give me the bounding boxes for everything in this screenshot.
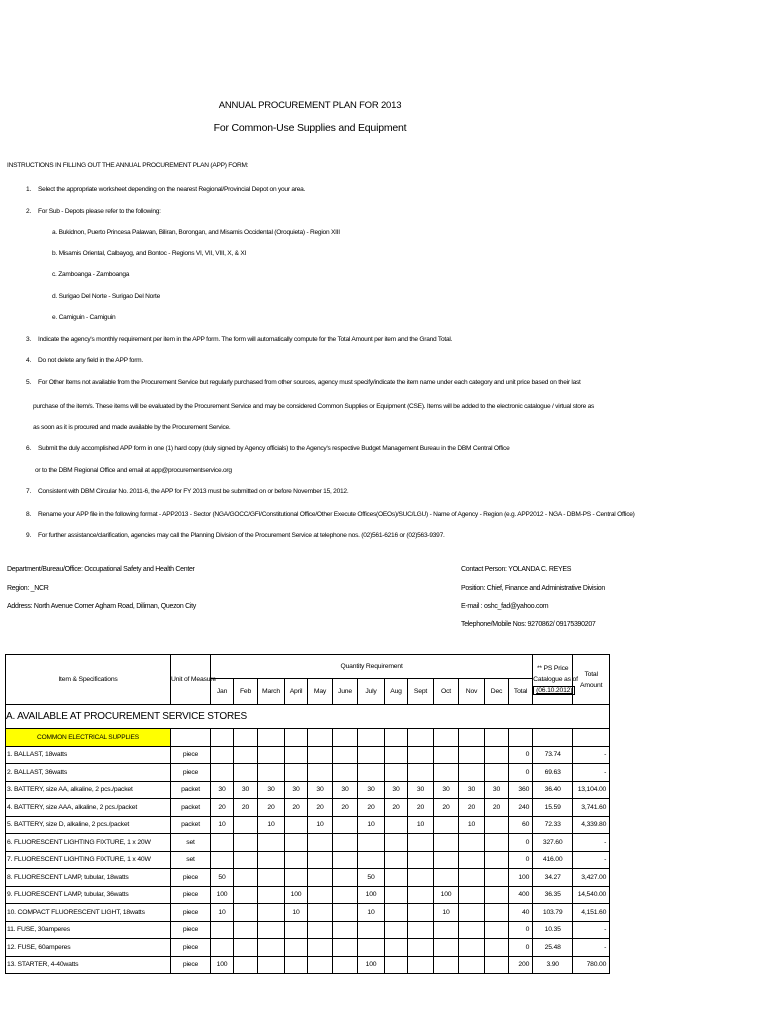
month-qty-cell[interactable] xyxy=(408,834,434,852)
month-qty-cell[interactable] xyxy=(408,869,434,887)
month-qty-cell[interactable] xyxy=(459,746,485,764)
month-qty-cell[interactable] xyxy=(234,764,258,782)
position-field: Position: Chief, Finance and Administrative Division xyxy=(461,585,605,592)
item-name-cell[interactable]: 5. BATTERY, size D, alkaline, 2 pcs./packet xyxy=(6,816,171,834)
qty-total-cell[interactable]: 0 xyxy=(509,939,533,957)
telephone-field: Telephone/Mobile Nos: 9270862/ 09175390207 xyxy=(461,621,596,628)
quantity-header: Quantity Requirement xyxy=(211,655,533,679)
month-qty-cell[interactable] xyxy=(358,746,385,764)
instruction-number: 2. xyxy=(26,208,32,215)
month-qty-cell[interactable] xyxy=(308,746,333,764)
month-qty-cell[interactable] xyxy=(308,886,333,904)
month-qty-cell[interactable] xyxy=(434,869,459,887)
instruction-number: 7. xyxy=(26,488,32,495)
amount-cell[interactable]: 4,339.80 xyxy=(573,816,610,834)
month-qty-cell[interactable] xyxy=(285,746,308,764)
unit-cell[interactable]: piece xyxy=(171,921,211,939)
month-qty-cell[interactable] xyxy=(385,851,408,869)
month-qty-cell[interactable] xyxy=(434,746,459,764)
month-qty-cell[interactable] xyxy=(485,939,509,957)
table-row xyxy=(6,869,610,887)
month-header: Oct xyxy=(434,679,459,705)
month-qty-cell[interactable] xyxy=(234,921,258,939)
unit-cell[interactable]: set xyxy=(171,834,211,852)
month-qty-cell[interactable] xyxy=(385,904,408,922)
month-qty-cell[interactable] xyxy=(434,921,459,939)
month-qty-cell[interactable]: 10 xyxy=(459,816,485,834)
instruction-number: 9. xyxy=(26,532,32,539)
month-qty-cell[interactable] xyxy=(234,869,258,887)
month-qty-cell[interactable]: 10 xyxy=(408,816,434,834)
price-cell[interactable]: 34.27 xyxy=(533,869,573,887)
amount-cell[interactable]: 3,741.60 xyxy=(573,799,610,817)
table-row xyxy=(6,746,610,764)
month-qty-cell[interactable] xyxy=(485,869,509,887)
table-row xyxy=(6,921,610,939)
instruction-text: b. Misamis Oriental, Calbayog, and Bontoc - Regions VI, VII, VIII, X, & XI xyxy=(52,250,247,257)
month-qty-cell[interactable] xyxy=(485,921,509,939)
month-header: Feb xyxy=(234,679,258,705)
month-qty-cell[interactable]: 20 xyxy=(434,799,459,817)
month-qty-cell[interactable] xyxy=(358,851,385,869)
unit-cell[interactable]: piece xyxy=(171,869,211,887)
month-qty-cell[interactable]: 30 xyxy=(485,781,509,799)
month-qty-cell[interactable] xyxy=(408,764,434,782)
month-qty-cell[interactable] xyxy=(234,939,258,957)
month-qty-cell[interactable] xyxy=(408,851,434,869)
month-qty-cell[interactable] xyxy=(308,834,333,852)
instruction-text: For further assistance/clarification, agencies may call the Planning Division of the Procurement Service at telephone nos. (02)561-6216 or (02)563-9397. xyxy=(38,532,445,539)
month-qty-cell[interactable]: 10 xyxy=(308,816,333,834)
unit-cell[interactable]: packet xyxy=(171,799,211,817)
item-name-cell[interactable]: 4. BATTERY, size AAA, alkaline, 2 pcs./packet xyxy=(6,799,171,817)
month-qty-cell[interactable]: 20 xyxy=(485,799,509,817)
month-qty-cell[interactable] xyxy=(408,956,434,974)
month-qty-cell[interactable] xyxy=(408,939,434,957)
instruction-text: or to the DBM Regional Office and email at app@procurementservice.org xyxy=(35,467,232,474)
month-qty-cell[interactable] xyxy=(258,851,285,869)
month-qty-cell[interactable] xyxy=(285,764,308,782)
price-header-line1: ** PS Price xyxy=(536,665,569,672)
qty-total-cell[interactable]: 360 xyxy=(509,781,533,799)
month-qty-cell[interactable] xyxy=(358,921,385,939)
month-qty-cell[interactable] xyxy=(333,834,358,852)
region-field: Region: _NCR xyxy=(7,585,49,592)
month-qty-cell[interactable]: 10 xyxy=(285,904,308,922)
item-name-cell[interactable]: 6. FLUORESCENT LIGHTING FIXTURE, 1 x 20W xyxy=(6,834,171,852)
month-qty-cell[interactable]: 20 xyxy=(258,799,285,817)
month-qty-cell[interactable] xyxy=(308,956,333,974)
price-cell[interactable]: 327.60 xyxy=(533,834,573,852)
month-qty-cell[interactable] xyxy=(434,956,459,974)
month-qty-cell[interactable] xyxy=(258,939,285,957)
month-qty-cell[interactable]: 10 xyxy=(358,904,385,922)
month-qty-cell[interactable]: 20 xyxy=(333,799,358,817)
table-row xyxy=(6,851,610,869)
email-field: E-mail : oshc_fad@yahoo.com xyxy=(461,603,549,610)
month-qty-cell[interactable] xyxy=(308,869,333,887)
unit-cell[interactable]: piece xyxy=(171,886,211,904)
month-header: Total xyxy=(509,679,533,705)
month-qty-cell[interactable] xyxy=(333,764,358,782)
item-name-cell[interactable]: 12. FUSE, 60amperes xyxy=(6,939,171,957)
month-qty-cell[interactable] xyxy=(434,834,459,852)
item-name-cell[interactable]: 10. COMPACT FLUORESCENT LIGHT, 18watts xyxy=(6,904,171,922)
month-qty-cell[interactable] xyxy=(434,816,459,834)
month-qty-cell[interactable]: 20 xyxy=(358,799,385,817)
page-title: ANNUAL PROCUREMENT PLAN FOR 2013 xyxy=(218,100,402,111)
price-cell[interactable]: 103.79 xyxy=(533,904,573,922)
qty-total-cell[interactable]: 0 xyxy=(509,921,533,939)
total-amount-line1: Total xyxy=(584,670,598,678)
amount-cell[interactable]: - xyxy=(573,939,610,957)
unit-header: Unit of Measure xyxy=(171,655,211,705)
table-row xyxy=(6,939,610,957)
month-qty-cell[interactable]: 50 xyxy=(358,869,385,887)
qty-total-cell[interactable]: 40 xyxy=(509,904,533,922)
qty-total-cell[interactable]: 100 xyxy=(509,869,533,887)
instruction-text: For Other Items not available from the Procurement Service but regularly purchased from other sources, agency must specify/indicate the item name under each category and unit price based on their last xyxy=(38,379,581,386)
month-qty-cell[interactable] xyxy=(385,939,408,957)
month-qty-cell[interactable]: 30 xyxy=(211,781,234,799)
month-qty-cell[interactable]: 30 xyxy=(385,781,408,799)
month-qty-cell[interactable]: 30 xyxy=(333,781,358,799)
month-qty-cell[interactable] xyxy=(308,764,333,782)
month-qty-cell[interactable] xyxy=(459,904,485,922)
month-qty-cell[interactable] xyxy=(234,904,258,922)
month-header: Nov xyxy=(459,679,485,705)
instruction-text: d. Surigao Del Norte - Surigao Del Norte xyxy=(52,293,161,300)
month-qty-cell[interactable]: 20 xyxy=(408,799,434,817)
month-qty-cell[interactable] xyxy=(385,956,408,974)
month-header: March xyxy=(258,679,285,705)
item-name-cell[interactable]: 11. FUSE, 30amperes xyxy=(6,921,171,939)
month-qty-cell[interactable]: 100 xyxy=(434,886,459,904)
item-name-cell[interactable]: 1. BALLAST, 18watts xyxy=(6,746,171,764)
instruction-text: as soon as it is procured and made available by the Procurement Service. xyxy=(33,424,231,431)
month-qty-cell[interactable] xyxy=(485,746,509,764)
month-qty-cell[interactable] xyxy=(333,904,358,922)
month-qty-cell[interactable] xyxy=(308,921,333,939)
instruction-text: c. Zamboanga - Zamboanga xyxy=(52,271,130,278)
month-qty-cell[interactable] xyxy=(285,816,308,834)
month-qty-cell[interactable] xyxy=(234,886,258,904)
instruction-number: 6. xyxy=(26,445,32,452)
month-qty-cell[interactable] xyxy=(485,834,509,852)
month-qty-cell[interactable] xyxy=(385,746,408,764)
month-qty-cell[interactable]: 30 xyxy=(408,781,434,799)
month-qty-cell[interactable] xyxy=(485,764,509,782)
month-qty-cell[interactable] xyxy=(434,939,459,957)
table-row xyxy=(6,904,610,922)
month-qty-cell[interactable]: 30 xyxy=(358,781,385,799)
month-qty-cell[interactable]: 20 xyxy=(211,799,234,817)
table-row xyxy=(6,834,610,852)
month-header: Aug xyxy=(385,679,408,705)
price-cell[interactable]: 72.33 xyxy=(533,816,573,834)
item-name-cell[interactable]: 9. FLUORESCENT LAMP, tubular, 36watts xyxy=(6,886,171,904)
month-qty-cell[interactable] xyxy=(485,956,509,974)
month-qty-cell[interactable]: 10 xyxy=(434,904,459,922)
month-qty-cell[interactable] xyxy=(459,764,485,782)
unit-cell[interactable]: piece xyxy=(171,904,211,922)
price-cell[interactable]: 69.63 xyxy=(533,764,573,782)
section-a-heading: A. AVAILABLE AT PROCUREMENT SERVICE STORES xyxy=(6,705,610,729)
month-qty-cell[interactable] xyxy=(211,764,234,782)
item-name-cell[interactable]: 2. BALLAST, 36watts xyxy=(6,764,171,782)
month-qty-cell[interactable]: 100 xyxy=(285,886,308,904)
item-name-cell[interactable]: 8. FLUORESCENT LAMP, tubular, 18watts xyxy=(6,869,171,887)
month-qty-cell[interactable] xyxy=(234,746,258,764)
unit-cell[interactable]: piece xyxy=(171,939,211,957)
instruction-text: Select the appropriate worksheet depending on the nearest Regional/Provincial Depot on your area. xyxy=(38,186,306,193)
qty-total-cell[interactable]: 240 xyxy=(509,799,533,817)
price-header-line2: Catalogue as of xyxy=(533,676,578,683)
amount-cell[interactable]: 13,104.00 xyxy=(573,781,610,799)
month-qty-cell[interactable]: 30 xyxy=(285,781,308,799)
instruction-text: purchase of the item/s. These items will be evaluated by the Procurement Service and may be considered Common Supplies or Equipment (CSE). Items will be added to the electronic catalogue / virtual store as xyxy=(33,403,595,410)
month-qty-cell[interactable] xyxy=(211,834,234,852)
month-qty-cell[interactable] xyxy=(408,746,434,764)
month-qty-cell[interactable] xyxy=(285,834,308,852)
month-qty-cell[interactable] xyxy=(234,816,258,834)
total-amount-header xyxy=(573,655,610,705)
month-qty-cell[interactable] xyxy=(234,851,258,869)
amount-cell[interactable]: 14,540.00 xyxy=(573,886,610,904)
qty-total-cell[interactable]: 0 xyxy=(509,764,533,782)
instruction-text: Consistent with DBM Circular No. 2011-6, the APP for FY 2013 must be submitted on or before November 15, 2012. xyxy=(38,488,349,495)
month-qty-cell[interactable] xyxy=(211,939,234,957)
month-qty-cell[interactable] xyxy=(333,886,358,904)
table-row xyxy=(6,799,610,817)
month-qty-cell[interactable] xyxy=(258,921,285,939)
price-cell[interactable]: 3.90 xyxy=(533,956,573,974)
month-qty-cell[interactable] xyxy=(258,904,285,922)
month-qty-cell[interactable] xyxy=(358,939,385,957)
month-qty-cell[interactable]: 30 xyxy=(434,781,459,799)
amount-cell[interactable]: - xyxy=(573,851,610,869)
table-row xyxy=(6,764,610,782)
month-qty-cell[interactable]: 20 xyxy=(285,799,308,817)
month-qty-cell[interactable] xyxy=(385,869,408,887)
price-cell[interactable]: 36.35 xyxy=(533,886,573,904)
instruction-text: a. Bukidnon, Puerto Princesa Palawan, Biliran, Borongan, and Misamis Occidental (Oroquieta) - Region XIII xyxy=(52,229,340,236)
month-qty-cell[interactable]: 30 xyxy=(459,781,485,799)
month-qty-cell[interactable] xyxy=(408,886,434,904)
page-subtitle: For Common-Use Supplies and Equipment xyxy=(213,122,407,134)
amount-cell[interactable]: 4,151.60 xyxy=(573,904,610,922)
qty-total-cell[interactable]: 200 xyxy=(509,956,533,974)
instruction-number: 5. xyxy=(26,379,32,386)
month-qty-cell[interactable] xyxy=(258,764,285,782)
item-spec-header: Item & Specifications xyxy=(6,655,171,705)
unit-cell[interactable]: packet xyxy=(171,781,211,799)
month-header: April xyxy=(285,679,308,705)
category-label: COMMON ELECTRICAL SUPPLIES xyxy=(6,729,171,747)
month-qty-cell[interactable] xyxy=(333,746,358,764)
amount-cell[interactable]: - xyxy=(573,746,610,764)
price-cell[interactable]: 25.48 xyxy=(533,939,573,957)
month-qty-cell[interactable] xyxy=(234,956,258,974)
month-qty-cell[interactable] xyxy=(459,869,485,887)
month-qty-cell[interactable]: 50 xyxy=(211,869,234,887)
month-header: June xyxy=(333,679,358,705)
table-row xyxy=(6,781,610,799)
procurement-table xyxy=(5,654,610,974)
table-row xyxy=(6,956,610,974)
instruction-text: Do not delete any field in the APP form. xyxy=(38,357,143,364)
month-qty-cell[interactable] xyxy=(358,834,385,852)
month-header: May xyxy=(308,679,333,705)
unit-cell[interactable]: piece xyxy=(171,764,211,782)
department-field: Department/Bureau/Office: Occupational Safety and Health Center xyxy=(7,566,195,573)
qty-total-cell[interactable]: 0 xyxy=(509,851,533,869)
month-qty-cell[interactable] xyxy=(308,939,333,957)
month-qty-cell[interactable]: 20 xyxy=(234,799,258,817)
instruction-text: Submit the duly accomplished APP form in one (1) hard copy (duly signed by Agency officials) to the Agency's respective Budget Management Bureau in the DBM Central Office xyxy=(38,445,510,452)
unit-cell[interactable]: piece xyxy=(171,746,211,764)
month-header: Dec xyxy=(485,679,509,705)
month-qty-cell[interactable] xyxy=(459,886,485,904)
month-qty-cell[interactable] xyxy=(333,956,358,974)
month-qty-cell[interactable] xyxy=(333,869,358,887)
price-header xyxy=(533,655,578,705)
instruction-text: For Sub - Depots please refer to the following: xyxy=(38,208,161,215)
month-qty-cell[interactable]: 100 xyxy=(358,956,385,974)
instruction-number: 8. xyxy=(26,511,32,518)
month-qty-cell[interactable] xyxy=(285,939,308,957)
month-qty-cell[interactable]: 10 xyxy=(258,816,285,834)
unit-cell[interactable]: piece xyxy=(171,956,211,974)
month-qty-cell[interactable] xyxy=(308,904,333,922)
amount-cell[interactable]: 780.00 xyxy=(573,956,610,974)
month-qty-cell[interactable]: 100 xyxy=(211,956,234,974)
month-qty-cell[interactable] xyxy=(408,921,434,939)
month-qty-cell[interactable] xyxy=(333,921,358,939)
qty-total-cell[interactable]: 0 xyxy=(509,746,533,764)
month-qty-cell[interactable]: 10 xyxy=(211,904,234,922)
amount-cell[interactable]: - xyxy=(573,834,610,852)
month-qty-cell[interactable]: 100 xyxy=(358,886,385,904)
item-name-cell[interactable]: 7. FLUORESCENT LIGHTING FIXTURE, 1 x 40W xyxy=(6,851,171,869)
month-qty-cell[interactable]: 10 xyxy=(211,816,234,834)
price-cell[interactable]: 73.74 xyxy=(533,746,573,764)
item-name-cell[interactable]: 3. BATTERY, size AA, alkaline, 2 pcs./packet xyxy=(6,781,171,799)
month-qty-cell[interactable] xyxy=(408,904,434,922)
instruction-number: 4. xyxy=(26,357,32,364)
price-date: (06.10.2012) xyxy=(533,686,575,695)
month-qty-cell[interactable] xyxy=(258,834,285,852)
month-qty-cell[interactable]: 100 xyxy=(211,886,234,904)
month-qty-cell[interactable]: 30 xyxy=(258,781,285,799)
month-qty-cell[interactable]: 20 xyxy=(459,799,485,817)
qty-total-cell[interactable]: 0 xyxy=(509,834,533,852)
month-header: Jan xyxy=(211,679,234,705)
month-qty-cell[interactable] xyxy=(258,886,285,904)
price-cell[interactable]: 10.35 xyxy=(533,921,573,939)
month-qty-cell[interactable] xyxy=(358,764,385,782)
price-cell[interactable]: 15.59 xyxy=(533,799,573,817)
amount-cell[interactable]: 3,427.00 xyxy=(573,869,610,887)
table-row xyxy=(6,816,610,834)
month-qty-cell[interactable]: 30 xyxy=(308,781,333,799)
amount-cell[interactable]: - xyxy=(573,921,610,939)
month-qty-cell[interactable] xyxy=(285,869,308,887)
qty-total-cell[interactable]: 400 xyxy=(509,886,533,904)
month-qty-cell[interactable] xyxy=(434,851,459,869)
month-qty-cell[interactable]: 20 xyxy=(308,799,333,817)
month-qty-cell[interactable] xyxy=(385,764,408,782)
month-qty-cell[interactable] xyxy=(234,834,258,852)
month-qty-cell[interactable] xyxy=(258,746,285,764)
instruction-text: e. Camiguin - Camiguin xyxy=(52,314,116,321)
item-name-cell[interactable]: 13. STARTER, 4-40watts xyxy=(6,956,171,974)
month-qty-cell[interactable] xyxy=(333,816,358,834)
unit-cell[interactable]: set xyxy=(171,851,211,869)
month-qty-cell[interactable] xyxy=(258,956,285,974)
table-row xyxy=(6,886,610,904)
month-qty-cell[interactable] xyxy=(459,939,485,957)
month-qty-cell[interactable] xyxy=(459,834,485,852)
month-qty-cell[interactable] xyxy=(385,886,408,904)
address-field: Address: North Avenue Corner Agham Road, Diliman, Quezon City xyxy=(7,603,196,610)
instruction-number: 1. xyxy=(26,186,32,193)
month-qty-cell[interactable] xyxy=(308,851,333,869)
month-qty-cell[interactable] xyxy=(459,921,485,939)
month-qty-cell[interactable] xyxy=(211,851,234,869)
month-qty-cell[interactable] xyxy=(385,834,408,852)
month-qty-cell[interactable] xyxy=(211,921,234,939)
month-qty-cell[interactable] xyxy=(285,921,308,939)
price-cell[interactable]: 36.40 xyxy=(533,781,573,799)
month-qty-cell[interactable] xyxy=(385,816,408,834)
month-qty-cell[interactable] xyxy=(333,939,358,957)
instruction-text: Rename your APP file in the following format - APP2013 - Sector (NGA/GOCC/GFI/Constitutional Office/Other Execute Offices(OEOs)/SUC/LGU) - Name of Agency - Region (e.g. APP2012 - NGA - DBM-PS - Central Office) xyxy=(38,511,635,518)
month-qty-cell[interactable] xyxy=(459,851,485,869)
price-cell[interactable]: 416.00 xyxy=(533,851,573,869)
month-header: July xyxy=(358,679,385,705)
month-qty-cell[interactable]: 10 xyxy=(358,816,385,834)
unit-cell[interactable]: packet xyxy=(171,816,211,834)
contact-person-field: Contact Person: YOLANDA C. REYES xyxy=(461,566,572,573)
month-qty-cell[interactable] xyxy=(485,904,509,922)
month-qty-cell[interactable] xyxy=(459,956,485,974)
month-qty-cell[interactable]: 20 xyxy=(385,799,408,817)
month-qty-cell[interactable] xyxy=(285,851,308,869)
month-qty-cell[interactable] xyxy=(258,869,285,887)
month-qty-cell[interactable] xyxy=(211,746,234,764)
month-qty-cell[interactable] xyxy=(434,764,459,782)
qty-total-cell[interactable]: 60 xyxy=(509,816,533,834)
month-qty-cell[interactable] xyxy=(385,921,408,939)
total-amount-line2: Amount xyxy=(580,681,603,689)
month-qty-cell[interactable] xyxy=(485,886,509,904)
month-qty-cell[interactable] xyxy=(485,851,509,869)
instruction-number: 3. xyxy=(26,336,32,343)
month-qty-cell[interactable] xyxy=(285,956,308,974)
month-qty-cell[interactable] xyxy=(333,851,358,869)
month-header: Sept xyxy=(408,679,434,705)
instruction-text: Indicate the agency's monthly requirement per item in the APP form. The form will automatically compute for the Total Amount per item and the Grand Total. xyxy=(38,336,453,343)
instructions-heading: INSTRUCTIONS IN FILLING OUT THE ANNUAL PROCUREMENT PLAN (APP) FORM: xyxy=(7,162,249,169)
month-qty-cell[interactable]: 30 xyxy=(234,781,258,799)
amount-cell[interactable]: - xyxy=(573,764,610,782)
month-qty-cell[interactable] xyxy=(485,816,509,834)
